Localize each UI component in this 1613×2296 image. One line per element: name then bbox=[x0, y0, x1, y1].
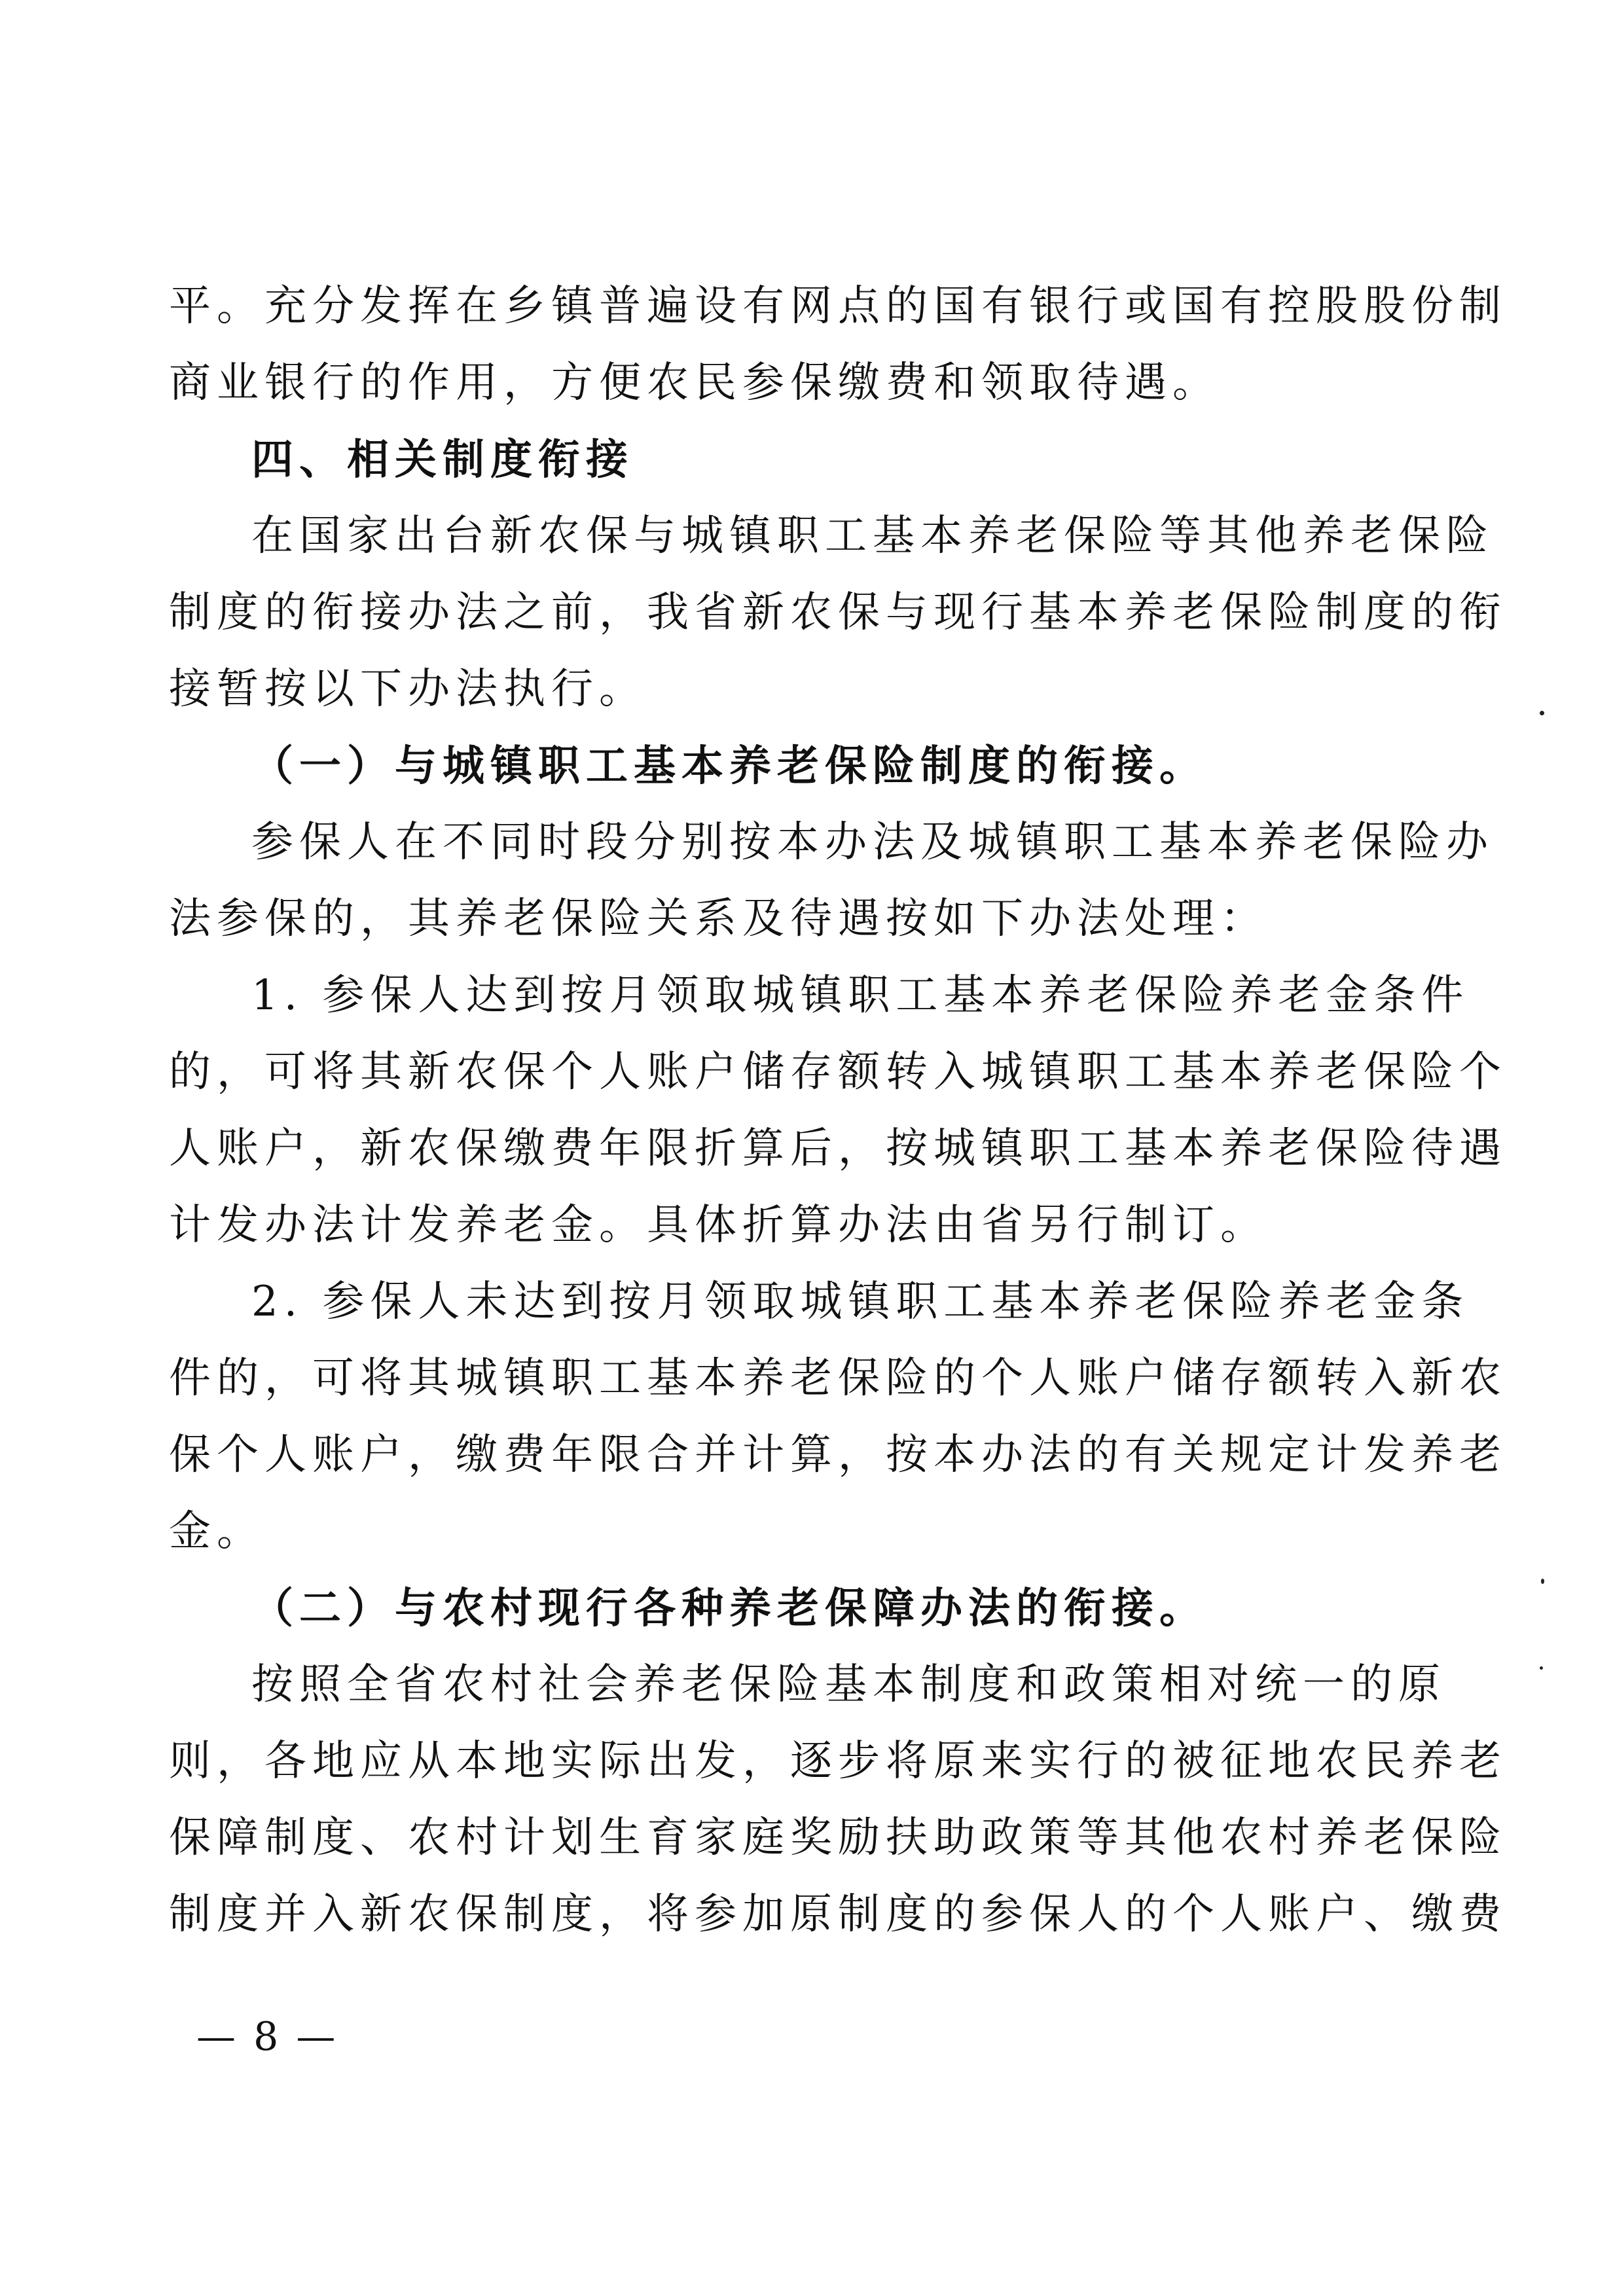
paragraph-line: 参保人在不同时段分别按本办法及城镇职工基本养老保险办 bbox=[251, 818, 1494, 867]
paragraph-line: 则，各地应从本地实际出发，逐步将原来实行的被征地农民养老 bbox=[169, 1737, 1507, 1785]
paragraph-line: 商业银行的作用，方便农民参保缴费和领取待遇。 bbox=[169, 359, 1220, 407]
paragraph-line: 1. 参保人达到按月领取城镇职工基本养老保险养老金条件 bbox=[251, 971, 1470, 1020]
paragraph-line: 件的，可将其城镇职工基本养老保险的个人账户储存额转入新农 bbox=[169, 1354, 1507, 1403]
document-body bbox=[169, 268, 1507, 1953]
scan-speck bbox=[1541, 1579, 1544, 1584]
paragraph-line: 保个人账户，缴费年限合并计算，按本办法的有关规定计发养老 bbox=[169, 1431, 1507, 1479]
paragraph-line: 的，可将其新农保个人账户储存额转入城镇职工基本养老保险个 bbox=[169, 1048, 1507, 1096]
paragraph-line: 制度的衔接办法之前，我省新农保与现行基本养老保险制度的衔 bbox=[169, 588, 1507, 637]
paragraph-line: 平。充分发挥在乡镇普遍设有网点的国有银行或国有控股股份制 bbox=[169, 282, 1507, 331]
paragraph-line: 制度并入新农保制度，将参加原制度的参保人的个人账户、缴费 bbox=[169, 1890, 1507, 1939]
page-number: — 8 — bbox=[196, 2014, 338, 2060]
paragraph-line: 按照全省农村社会养老保险基本制度和政策相对统一的原 bbox=[251, 1660, 1446, 1709]
paragraph-line: 保障制度、农村计划生育家庭奖励扶助政策等其他农村养老保险 bbox=[169, 1814, 1507, 1862]
paragraph-line: 金。 bbox=[169, 1507, 264, 1556]
scan-speck bbox=[1540, 1666, 1543, 1670]
scan-speck bbox=[1540, 711, 1544, 715]
paragraph-line: 接暂按以下办法执行。 bbox=[169, 665, 647, 713]
section-heading: 四、相关制度衔接 bbox=[251, 435, 634, 484]
subsection-heading: （二）与农村现行各种养老保障办法的衔接。 bbox=[251, 1584, 1207, 1633]
paragraph-line: 人账户，新农保缴费年限折算后，按城镇职工基本养老保险待遇 bbox=[169, 1124, 1507, 1173]
paragraph-line: 在国家出台新农保与城镇职工基本养老保险等其他养老保险 bbox=[251, 512, 1494, 560]
paragraph-line: 计发办法计发养老金。具体折算办法由省另行制订。 bbox=[169, 1201, 1268, 1249]
paragraph-line: 2. 参保人未达到按月领取城镇职工基本养老保险养老金条 bbox=[251, 1278, 1470, 1326]
paragraph-line: 法参保的，其养老保险关系及待遇按如下办法处理： bbox=[169, 895, 1268, 943]
subsection-heading: （一）与城镇职工基本养老保险制度的衔接。 bbox=[251, 742, 1207, 791]
